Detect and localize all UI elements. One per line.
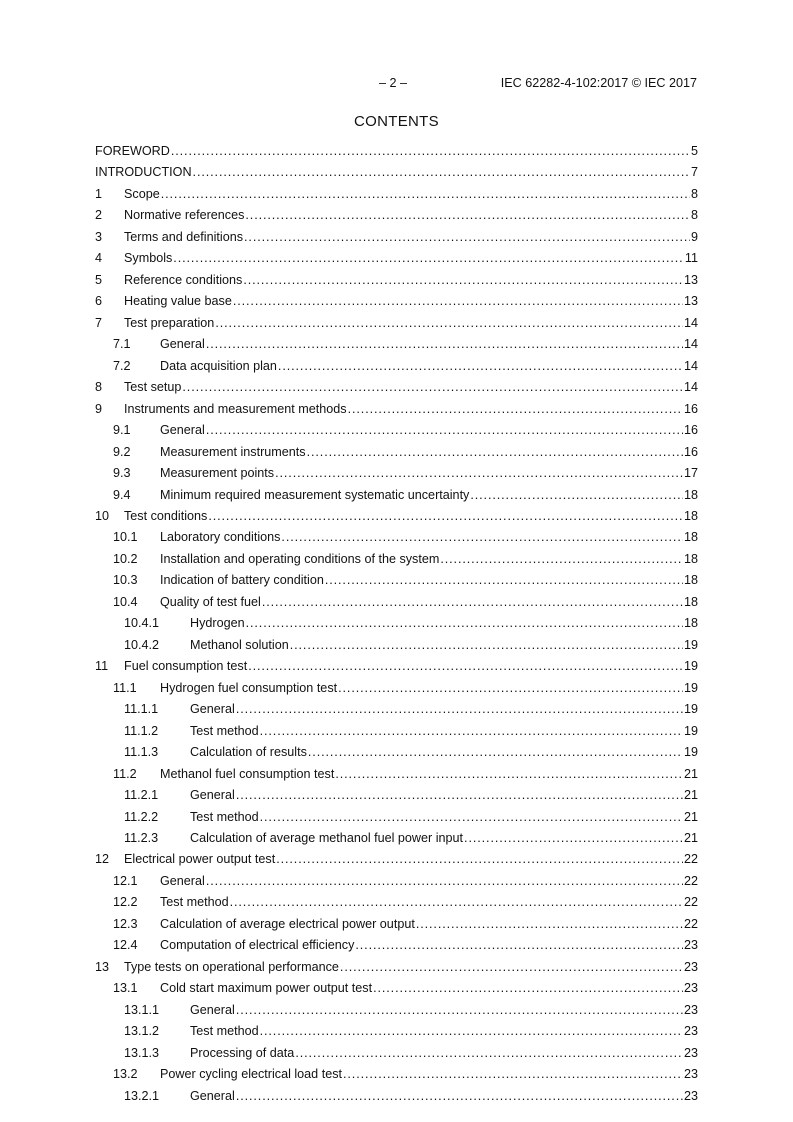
toc-entry-number: 9.3 bbox=[113, 466, 131, 481]
dot-leader bbox=[245, 208, 690, 223]
toc-entry-page: 19 bbox=[683, 702, 698, 717]
toc-entry-page: 14 bbox=[683, 380, 698, 395]
dot-leader bbox=[262, 595, 683, 610]
toc-entry-title: Normative references bbox=[124, 208, 245, 223]
toc-entry[interactable] bbox=[95, 895, 698, 910]
toc-entry-page: 21 bbox=[683, 788, 698, 803]
toc-entry[interactable] bbox=[95, 1003, 698, 1018]
dot-leader bbox=[307, 445, 683, 460]
toc-entry[interactable] bbox=[95, 938, 698, 953]
dot-leader bbox=[325, 573, 683, 588]
page-number: – 2 – bbox=[379, 76, 408, 90]
toc-entry-page: 21 bbox=[683, 809, 698, 824]
toc-entry-number: 11.2 bbox=[113, 766, 137, 781]
toc-entry-number: 12.4 bbox=[113, 938, 138, 953]
toc-entry[interactable] bbox=[95, 402, 698, 417]
dot-leader bbox=[373, 981, 683, 996]
toc-entry-title: Methanol fuel consumption test bbox=[160, 766, 335, 781]
toc-entry[interactable] bbox=[95, 273, 698, 288]
toc-entry-page: 14 bbox=[683, 315, 698, 330]
toc-entry[interactable] bbox=[95, 616, 698, 631]
dot-leader bbox=[260, 1024, 683, 1039]
toc-entry-number: 10.4.1 bbox=[124, 616, 160, 631]
dot-leader bbox=[243, 273, 683, 288]
toc-entry-title: Test method bbox=[190, 1024, 259, 1039]
toc-entry-number: 10.3 bbox=[113, 573, 138, 588]
toc-entry-title: Reference conditions bbox=[124, 272, 243, 287]
dot-leader bbox=[206, 337, 683, 352]
toc-entry-page: 18 bbox=[683, 616, 698, 631]
toc-entry-page: 21 bbox=[683, 831, 698, 845]
dot-leader bbox=[215, 316, 683, 331]
toc-entry-title: Quality of test fuel bbox=[160, 594, 261, 609]
toc-entry-number: 11.1.2 bbox=[124, 723, 159, 738]
dot-leader bbox=[276, 852, 683, 867]
toc-entry[interactable] bbox=[95, 187, 698, 202]
toc-entry-title: Symbols bbox=[124, 251, 173, 266]
toc-entry-title: Processing of data bbox=[190, 1045, 295, 1060]
toc-entry[interactable] bbox=[95, 208, 698, 223]
toc-entry-page: 14 bbox=[683, 337, 698, 352]
toc-entry-number: 7.1 bbox=[113, 337, 131, 352]
toc-entry[interactable] bbox=[95, 1089, 698, 1104]
toc-entry[interactable] bbox=[95, 144, 698, 159]
dot-leader bbox=[244, 230, 690, 245]
toc-entry-number: 9.1 bbox=[113, 423, 131, 438]
toc-entry-page: 18 bbox=[683, 594, 698, 609]
toc-entry-title: Cold start maximum power output test bbox=[160, 981, 373, 996]
dot-leader bbox=[171, 144, 690, 159]
toc-entry[interactable] bbox=[95, 1024, 698, 1039]
toc-entry[interactable] bbox=[95, 852, 698, 867]
toc-entry-number: 5 bbox=[95, 272, 103, 287]
toc-entry[interactable] bbox=[95, 831, 698, 846]
toc-entry[interactable] bbox=[95, 981, 698, 996]
dot-leader bbox=[248, 659, 683, 674]
toc-entry[interactable] bbox=[95, 294, 698, 309]
dot-leader bbox=[173, 251, 684, 266]
page-header bbox=[0, 76, 793, 92]
dot-leader bbox=[260, 724, 683, 739]
dot-leader bbox=[260, 810, 683, 825]
toc-entry-page: 8 bbox=[690, 208, 698, 223]
toc-entry-page: 22 bbox=[683, 916, 698, 931]
toc-entry[interactable] bbox=[95, 316, 698, 331]
toc-entry-page: 16 bbox=[683, 401, 698, 416]
toc-entry-title: Calculation of average electrical power output bbox=[160, 916, 415, 931]
toc-entry-title: Test method bbox=[190, 723, 259, 738]
toc-entry-title: Instruments and measurement methods bbox=[124, 401, 347, 416]
toc-entry-title: General bbox=[160, 873, 205, 888]
dot-leader bbox=[236, 1089, 683, 1104]
toc-entry-number: 10.2 bbox=[113, 551, 138, 566]
dot-leader bbox=[290, 638, 683, 653]
table-of-contents bbox=[95, 144, 698, 1110]
toc-entry[interactable] bbox=[95, 702, 698, 717]
toc-entry-page: 23 bbox=[683, 1024, 698, 1039]
dot-leader bbox=[440, 552, 683, 567]
dot-leader bbox=[338, 681, 683, 696]
toc-entry-number: 12.3 bbox=[113, 916, 138, 931]
toc-entry[interactable] bbox=[95, 488, 698, 503]
toc-entry[interactable] bbox=[95, 230, 698, 245]
dot-leader bbox=[246, 616, 683, 631]
toc-entry[interactable] bbox=[95, 1046, 698, 1061]
page-title: CONTENTS bbox=[354, 113, 439, 130]
toc-entry-page: 23 bbox=[683, 1045, 698, 1060]
toc-entry-page: 23 bbox=[683, 938, 698, 953]
dot-leader bbox=[295, 1046, 683, 1061]
toc-entry[interactable] bbox=[95, 724, 698, 739]
toc-entry-page: 19 bbox=[683, 659, 698, 674]
toc-entry-number: 3 bbox=[95, 229, 103, 244]
toc-entry-title: Test conditions bbox=[124, 508, 208, 523]
toc-entry-title: Measurement points bbox=[160, 466, 275, 481]
toc-entry-number: 6 bbox=[95, 294, 103, 309]
dot-leader bbox=[343, 1067, 683, 1082]
toc-entry[interactable] bbox=[95, 337, 698, 352]
toc-entry-title: Test preparation bbox=[124, 315, 215, 330]
toc-entry-page: 11 bbox=[684, 251, 698, 266]
toc-entry[interactable] bbox=[95, 359, 698, 374]
toc-entry-number: 13.2.1 bbox=[124, 1088, 160, 1103]
toc-entry[interactable] bbox=[95, 380, 698, 395]
dot-leader bbox=[355, 938, 683, 953]
dot-leader bbox=[206, 874, 683, 889]
toc-entry-title: Test setup bbox=[124, 380, 182, 395]
toc-entry-number: 13.1.3 bbox=[124, 1045, 160, 1060]
toc-entry-page: 21 bbox=[683, 766, 698, 781]
toc-entry-page: 19 bbox=[683, 745, 698, 760]
toc-entry[interactable] bbox=[95, 445, 698, 460]
dot-leader bbox=[470, 488, 683, 503]
toc-entry[interactable] bbox=[95, 530, 698, 545]
toc-entry-number: 13 bbox=[95, 959, 110, 974]
toc-entry-page: 19 bbox=[683, 723, 698, 738]
standard-reference: IEC 62282-4-102:2017 © IEC 2017 bbox=[500, 76, 697, 90]
toc-entry[interactable] bbox=[95, 1067, 698, 1082]
toc-entry[interactable] bbox=[95, 251, 698, 266]
toc-entry-number: 13.1.2 bbox=[124, 1024, 160, 1039]
toc-entry[interactable] bbox=[95, 573, 698, 588]
dot-leader bbox=[208, 509, 683, 524]
toc-entry-page: 18 bbox=[683, 508, 698, 523]
toc-entry-number: 10.1 bbox=[113, 530, 138, 545]
toc-entry-title: Terms and definitions bbox=[124, 229, 244, 244]
dot-leader bbox=[416, 917, 683, 932]
toc-entry-page: 13 bbox=[683, 272, 698, 287]
dot-leader bbox=[236, 1003, 683, 1018]
toc-entry-number: 7 bbox=[95, 315, 103, 330]
dot-leader bbox=[340, 960, 683, 975]
toc-entry[interactable] bbox=[95, 681, 698, 696]
dot-leader bbox=[348, 402, 683, 417]
toc-entry-page: 7 bbox=[690, 165, 698, 180]
toc-entry-page: 9 bbox=[690, 229, 698, 244]
toc-entry-title: Minimum required measurement systematic uncertainty bbox=[160, 487, 470, 502]
toc-entry-title: Indication of battery condition bbox=[160, 573, 324, 588]
toc-entry-page: 13 bbox=[683, 294, 698, 309]
toc-entry-title: Electrical power output test bbox=[124, 852, 276, 867]
toc-entry-page: 18 bbox=[683, 573, 698, 588]
toc-entry-number: 7.2 bbox=[113, 358, 131, 373]
toc-entry-number: 13.2 bbox=[113, 1067, 138, 1082]
toc-entry[interactable] bbox=[95, 466, 698, 481]
toc-entry-title: FOREWORD bbox=[95, 144, 170, 158]
toc-entry-title: Methanol solution bbox=[190, 637, 289, 652]
dot-leader bbox=[236, 702, 683, 717]
dot-leader bbox=[308, 745, 683, 760]
toc-entry-title: Calculation of average methanol fuel power input bbox=[190, 831, 464, 845]
dot-leader bbox=[182, 380, 683, 395]
toc-entry-title: Computation of electrical efficiency bbox=[160, 938, 355, 953]
toc-entry-page: 18 bbox=[683, 487, 698, 502]
toc-entry-title: Laboratory conditions bbox=[160, 530, 281, 545]
toc-entry-title: Power cycling electrical load test bbox=[160, 1067, 342, 1082]
toc-entry[interactable] bbox=[95, 917, 698, 932]
toc-entry-title: Hydrogen bbox=[190, 616, 245, 631]
toc-entry-page: 19 bbox=[683, 637, 698, 652]
toc-entry-page: 5 bbox=[690, 144, 698, 158]
toc-entry-title: INTRODUCTION bbox=[95, 165, 192, 180]
toc-entry-title: General bbox=[160, 337, 205, 352]
toc-entry-page: 18 bbox=[683, 530, 698, 545]
toc-entry[interactable] bbox=[95, 788, 698, 803]
toc-entry[interactable] bbox=[95, 745, 698, 760]
toc-entry-title: Calculation of results bbox=[190, 745, 307, 760]
dot-leader bbox=[206, 423, 683, 438]
toc-entry-number: 12.1 bbox=[113, 873, 138, 888]
toc-entry[interactable] bbox=[95, 659, 698, 674]
toc-entry-page: 19 bbox=[683, 680, 698, 695]
toc-entry-page: 18 bbox=[683, 551, 698, 566]
toc-entry-title: Installation and operating conditions of the system bbox=[160, 551, 440, 566]
toc-entry-number: 9.2 bbox=[113, 444, 131, 459]
toc-entry-number: 11.1.3 bbox=[124, 745, 159, 760]
toc-entry-title: Test method bbox=[160, 895, 229, 910]
toc-entry-number: 2 bbox=[95, 208, 103, 223]
dot-leader bbox=[281, 530, 683, 545]
toc-entry-title: Test method bbox=[190, 809, 259, 824]
toc-entry-number: 11.2.1 bbox=[124, 788, 159, 803]
toc-entry-title: Measurement instruments bbox=[160, 444, 306, 459]
toc-entry-page: 16 bbox=[683, 423, 698, 438]
toc-entry-title: Scope bbox=[124, 186, 160, 201]
toc-entry-page: 22 bbox=[683, 895, 698, 910]
toc-entry[interactable] bbox=[95, 810, 698, 825]
toc-entry-number: 9 bbox=[95, 401, 103, 416]
toc-entry-page: 14 bbox=[683, 358, 698, 373]
dot-leader bbox=[161, 187, 690, 202]
toc-entry-number: 10.4 bbox=[113, 594, 138, 609]
toc-entry-number: 8 bbox=[95, 380, 103, 395]
toc-entry-number: 11.2.2 bbox=[124, 809, 159, 824]
toc-entry-page: 23 bbox=[683, 959, 698, 974]
toc-entry-page: 23 bbox=[683, 1088, 698, 1103]
toc-entry-number: 11.2.3 bbox=[124, 831, 159, 845]
toc-entry-number: 10.4.2 bbox=[124, 637, 160, 652]
toc-entry-number: 10 bbox=[95, 508, 110, 523]
toc-entry-number: 12.2 bbox=[113, 895, 138, 910]
toc-entry-title: Hydrogen fuel consumption test bbox=[160, 680, 338, 695]
toc-entry-page: 17 bbox=[683, 466, 698, 481]
toc-entry[interactable] bbox=[95, 767, 698, 782]
toc-entry-page: 23 bbox=[683, 981, 698, 996]
toc-entry-title: General bbox=[190, 702, 235, 717]
dot-leader bbox=[335, 767, 683, 782]
toc-entry-title: Fuel consumption test bbox=[124, 659, 248, 674]
toc-entry-number: 12 bbox=[95, 852, 110, 867]
toc-entry-number: 11.1.1 bbox=[124, 702, 159, 717]
dot-leader bbox=[233, 294, 683, 309]
toc-entry-title: Heating value base bbox=[124, 294, 232, 309]
toc-entry-title: Type tests on operational performance bbox=[124, 959, 339, 974]
toc-entry-page: 23 bbox=[683, 1067, 698, 1082]
toc-entry[interactable] bbox=[95, 552, 698, 567]
toc-entry-page: 23 bbox=[683, 1002, 698, 1017]
toc-entry-number: 13.1 bbox=[113, 981, 138, 996]
toc-entry-page: 8 bbox=[690, 186, 698, 201]
toc-entry-title: General bbox=[160, 423, 205, 438]
toc-entry[interactable] bbox=[95, 595, 698, 610]
dot-leader bbox=[230, 895, 683, 910]
dot-leader bbox=[236, 788, 683, 803]
toc-entry[interactable] bbox=[95, 874, 698, 889]
dot-leader bbox=[275, 466, 683, 481]
toc-entry-title: Data acquisition plan bbox=[160, 358, 277, 373]
toc-entry[interactable] bbox=[95, 165, 698, 180]
toc-entry-page: 22 bbox=[683, 873, 698, 888]
toc-entry[interactable] bbox=[95, 638, 698, 653]
toc-entry-page: 16 bbox=[683, 444, 698, 459]
toc-entry-number: 4 bbox=[95, 251, 103, 266]
toc-entry[interactable] bbox=[95, 423, 698, 438]
toc-entry-number: 1 bbox=[95, 186, 103, 201]
toc-entry[interactable] bbox=[95, 960, 698, 975]
toc-entry-page: 22 bbox=[683, 852, 698, 867]
dot-leader bbox=[464, 831, 683, 846]
dot-leader bbox=[193, 165, 690, 180]
toc-entry-number: 13.1.1 bbox=[124, 1002, 160, 1017]
toc-entry-title: General bbox=[190, 1088, 235, 1103]
toc-entry-number: 11.1 bbox=[113, 680, 137, 695]
toc-entry-number: 11 bbox=[95, 659, 109, 674]
toc-entry-title: General bbox=[190, 788, 235, 803]
dot-leader bbox=[278, 359, 683, 374]
toc-entry[interactable] bbox=[95, 509, 698, 524]
toc-entry-number: 9.4 bbox=[113, 487, 131, 502]
toc-entry-title: General bbox=[190, 1002, 235, 1017]
